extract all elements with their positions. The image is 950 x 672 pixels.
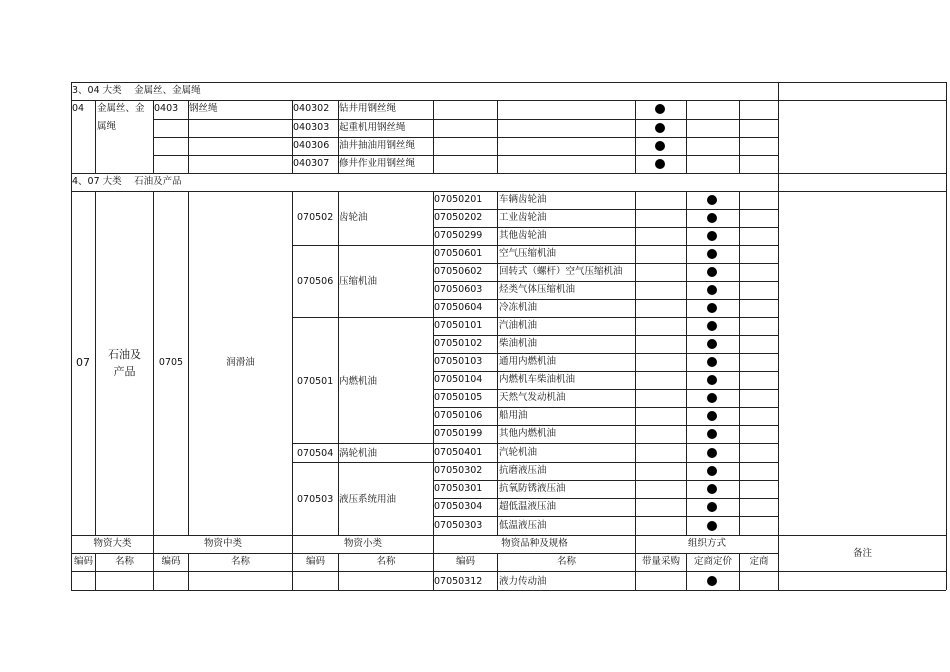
item-name: 其他内燃机油	[499, 428, 557, 439]
item-name: 其他齿轮油	[499, 230, 547, 241]
item-name: 天然气发动机油	[499, 392, 566, 403]
rule	[778, 82, 779, 590]
header-org: 组织方式	[687, 538, 726, 549]
item-code: 07050302	[434, 465, 483, 476]
major-code: 04	[72, 103, 85, 114]
item-name: 烃类气体压缩机油	[499, 284, 576, 295]
header-minor: 物资小类	[343, 538, 382, 549]
item-code: 07050304	[434, 501, 483, 512]
bullet-marker	[707, 231, 717, 241]
rule	[153, 137, 778, 138]
item-name: 回转式（螺杆）空气压缩机油	[499, 266, 623, 277]
bullet-marker	[707, 429, 717, 439]
major-name: 石油及	[108, 348, 141, 361]
item-code: 07050202	[434, 212, 483, 223]
minor-code: 070506	[297, 276, 334, 287]
header-major: 物资大类	[93, 538, 132, 549]
major-name: 属绳	[97, 121, 117, 132]
rule	[433, 353, 778, 354]
rule	[778, 100, 946, 101]
bullet-marker	[707, 484, 717, 494]
item-name: 冷冻机油	[499, 302, 538, 313]
rule	[433, 335, 778, 336]
bullet-marker	[707, 303, 717, 313]
item-code: 07050303	[434, 520, 483, 531]
bullet-marker	[707, 339, 717, 349]
header-code: 编码	[455, 556, 475, 567]
minor-code: 040307	[293, 158, 330, 169]
rule	[71, 100, 778, 101]
minor-code: 070501	[297, 376, 334, 387]
rule	[778, 82, 946, 83]
rule	[433, 100, 434, 173]
item-code: 07050603	[434, 284, 483, 295]
bullet-marker	[655, 104, 665, 114]
item-name: 液力传动油	[499, 576, 547, 587]
bullet-marker	[655, 141, 665, 151]
item-name: 内燃机车柴油机油	[499, 374, 576, 385]
header-name: 名称	[114, 556, 134, 567]
bullet-marker	[707, 466, 717, 476]
header-remark: 备注	[852, 548, 872, 559]
rule	[71, 590, 946, 591]
rule	[71, 553, 778, 554]
rule	[71, 173, 778, 174]
item-name: 船用油	[499, 410, 528, 421]
rule	[686, 100, 687, 173]
mid-name: 钢丝绳	[189, 103, 218, 114]
major-name: 产品	[113, 365, 136, 378]
rule	[946, 82, 947, 590]
bullet-marker	[707, 213, 717, 223]
bullet-marker	[707, 576, 717, 586]
minor-name: 内燃机油	[339, 376, 378, 387]
minor-code: 040306	[293, 140, 330, 151]
header-name: 名称	[376, 556, 396, 567]
header-mid: 物资中类	[203, 538, 242, 549]
bullet-marker	[707, 375, 717, 385]
rule	[433, 425, 778, 426]
minor-name: 修井作业用钢丝绳	[339, 158, 416, 169]
item-name: 工业齿轮油	[499, 212, 547, 223]
rule	[292, 443, 778, 444]
rule	[686, 191, 687, 535]
item-code: 07050101	[434, 320, 483, 331]
rule	[292, 317, 778, 318]
item-name: 汽油机油	[499, 320, 538, 331]
item-name: 车辆齿轮油	[499, 194, 547, 205]
minor-name: 起重机用钢丝绳	[339, 122, 406, 133]
rule	[153, 155, 778, 156]
rule	[71, 571, 946, 572]
item-code: 07050102	[434, 338, 483, 349]
item-code: 07050604	[434, 302, 483, 313]
rule	[338, 191, 339, 535]
header-code: 编码	[73, 556, 93, 567]
minor-code: 040302	[293, 103, 330, 114]
major-code: 07	[76, 356, 90, 369]
bullet-marker	[707, 357, 717, 367]
rule	[292, 245, 778, 246]
rule	[433, 299, 778, 300]
minor-name: 涡轮机油	[339, 448, 378, 459]
bullet-marker	[707, 521, 717, 531]
minor-name: 压缩机油	[339, 276, 378, 287]
bullet-marker	[707, 448, 717, 458]
item-name: 抗磨液压油	[499, 465, 547, 476]
rule	[292, 191, 293, 535]
bullet-marker	[707, 502, 717, 512]
item-code: 07050601	[434, 248, 483, 259]
mid-code: 0705	[158, 357, 184, 368]
rule	[95, 100, 96, 173]
rule	[635, 100, 636, 173]
item-name: 通用内燃机油	[499, 356, 557, 367]
item-name: 超低温液压油	[499, 501, 557, 512]
rule	[739, 100, 740, 173]
item-code: 07050312	[434, 576, 483, 587]
rule	[497, 100, 498, 173]
minor-code: 070504	[297, 448, 334, 459]
item-code: 07050301	[434, 483, 483, 494]
rule	[433, 498, 778, 499]
rule	[71, 191, 778, 192]
minor-name: 液压系统用油	[339, 494, 397, 505]
rule	[433, 480, 778, 481]
minor-name: 油井抽油用钢丝绳	[339, 140, 416, 151]
bullet-marker	[707, 195, 717, 205]
bullet-marker	[655, 159, 665, 169]
section-title: 4、07 大类 石油及产品	[72, 176, 182, 187]
rule	[292, 462, 778, 463]
rule	[433, 516, 778, 517]
header-code: 编码	[305, 556, 325, 567]
bullet-marker	[707, 285, 717, 295]
rule	[497, 191, 498, 535]
rule	[433, 371, 778, 372]
rule	[739, 191, 740, 535]
major-name: 金属丝、金	[97, 103, 145, 114]
rule	[71, 82, 72, 590]
item-name: 抗氧防锈液压油	[499, 483, 566, 494]
rule	[433, 263, 778, 264]
minor-code: 070503	[297, 494, 334, 505]
bullet-marker	[655, 123, 665, 133]
minor-name: 钻井用钢丝绳	[339, 103, 397, 114]
rule	[433, 281, 778, 282]
rule	[433, 407, 778, 408]
mid-name: 润滑油	[226, 357, 255, 368]
minor-code: 040303	[293, 122, 330, 133]
minor-code: 070502	[297, 212, 334, 223]
header-org-c: 定商	[749, 556, 769, 567]
item-code: 07050299	[434, 230, 483, 241]
mid-code: 0403	[154, 103, 179, 114]
bullet-marker	[707, 267, 717, 277]
rule	[778, 173, 946, 174]
header-spec: 物资品种及规格	[501, 538, 568, 549]
bullet-marker	[707, 411, 717, 421]
header-name: 名称	[230, 556, 250, 567]
minor-name: 齿轮油	[339, 212, 368, 223]
header-code: 编码	[161, 556, 181, 567]
section-title: 3、04 大类 金属丝、金属绳	[72, 85, 201, 96]
item-code: 07050199	[434, 428, 483, 439]
item-name: 低温液压油	[499, 520, 547, 531]
rule	[71, 535, 946, 536]
rule	[153, 119, 778, 120]
item-code: 07050103	[434, 356, 483, 367]
item-code: 07050602	[434, 266, 483, 277]
rule	[433, 209, 778, 210]
rule	[71, 82, 778, 83]
item-name: 柴油机油	[499, 338, 538, 349]
rule	[778, 191, 946, 192]
bullet-marker	[707, 393, 717, 403]
item-code: 07050104	[434, 374, 483, 385]
item-name: 汽轮机油	[499, 447, 538, 458]
bullet-marker	[707, 321, 717, 331]
header-org-b: 定商定价	[693, 556, 732, 567]
item-code: 07050401	[434, 447, 483, 458]
item-code: 07050201	[434, 194, 483, 205]
item-name: 空气压缩机油	[499, 248, 557, 259]
header-name: 名称	[556, 556, 576, 567]
rule	[433, 227, 778, 228]
item-code: 07050105	[434, 392, 483, 403]
header-org-a: 带量采购	[641, 556, 680, 567]
rule	[635, 191, 636, 535]
item-code: 07050106	[434, 410, 483, 421]
rule	[433, 389, 778, 390]
rule	[95, 191, 96, 535]
bullet-marker	[707, 249, 717, 259]
